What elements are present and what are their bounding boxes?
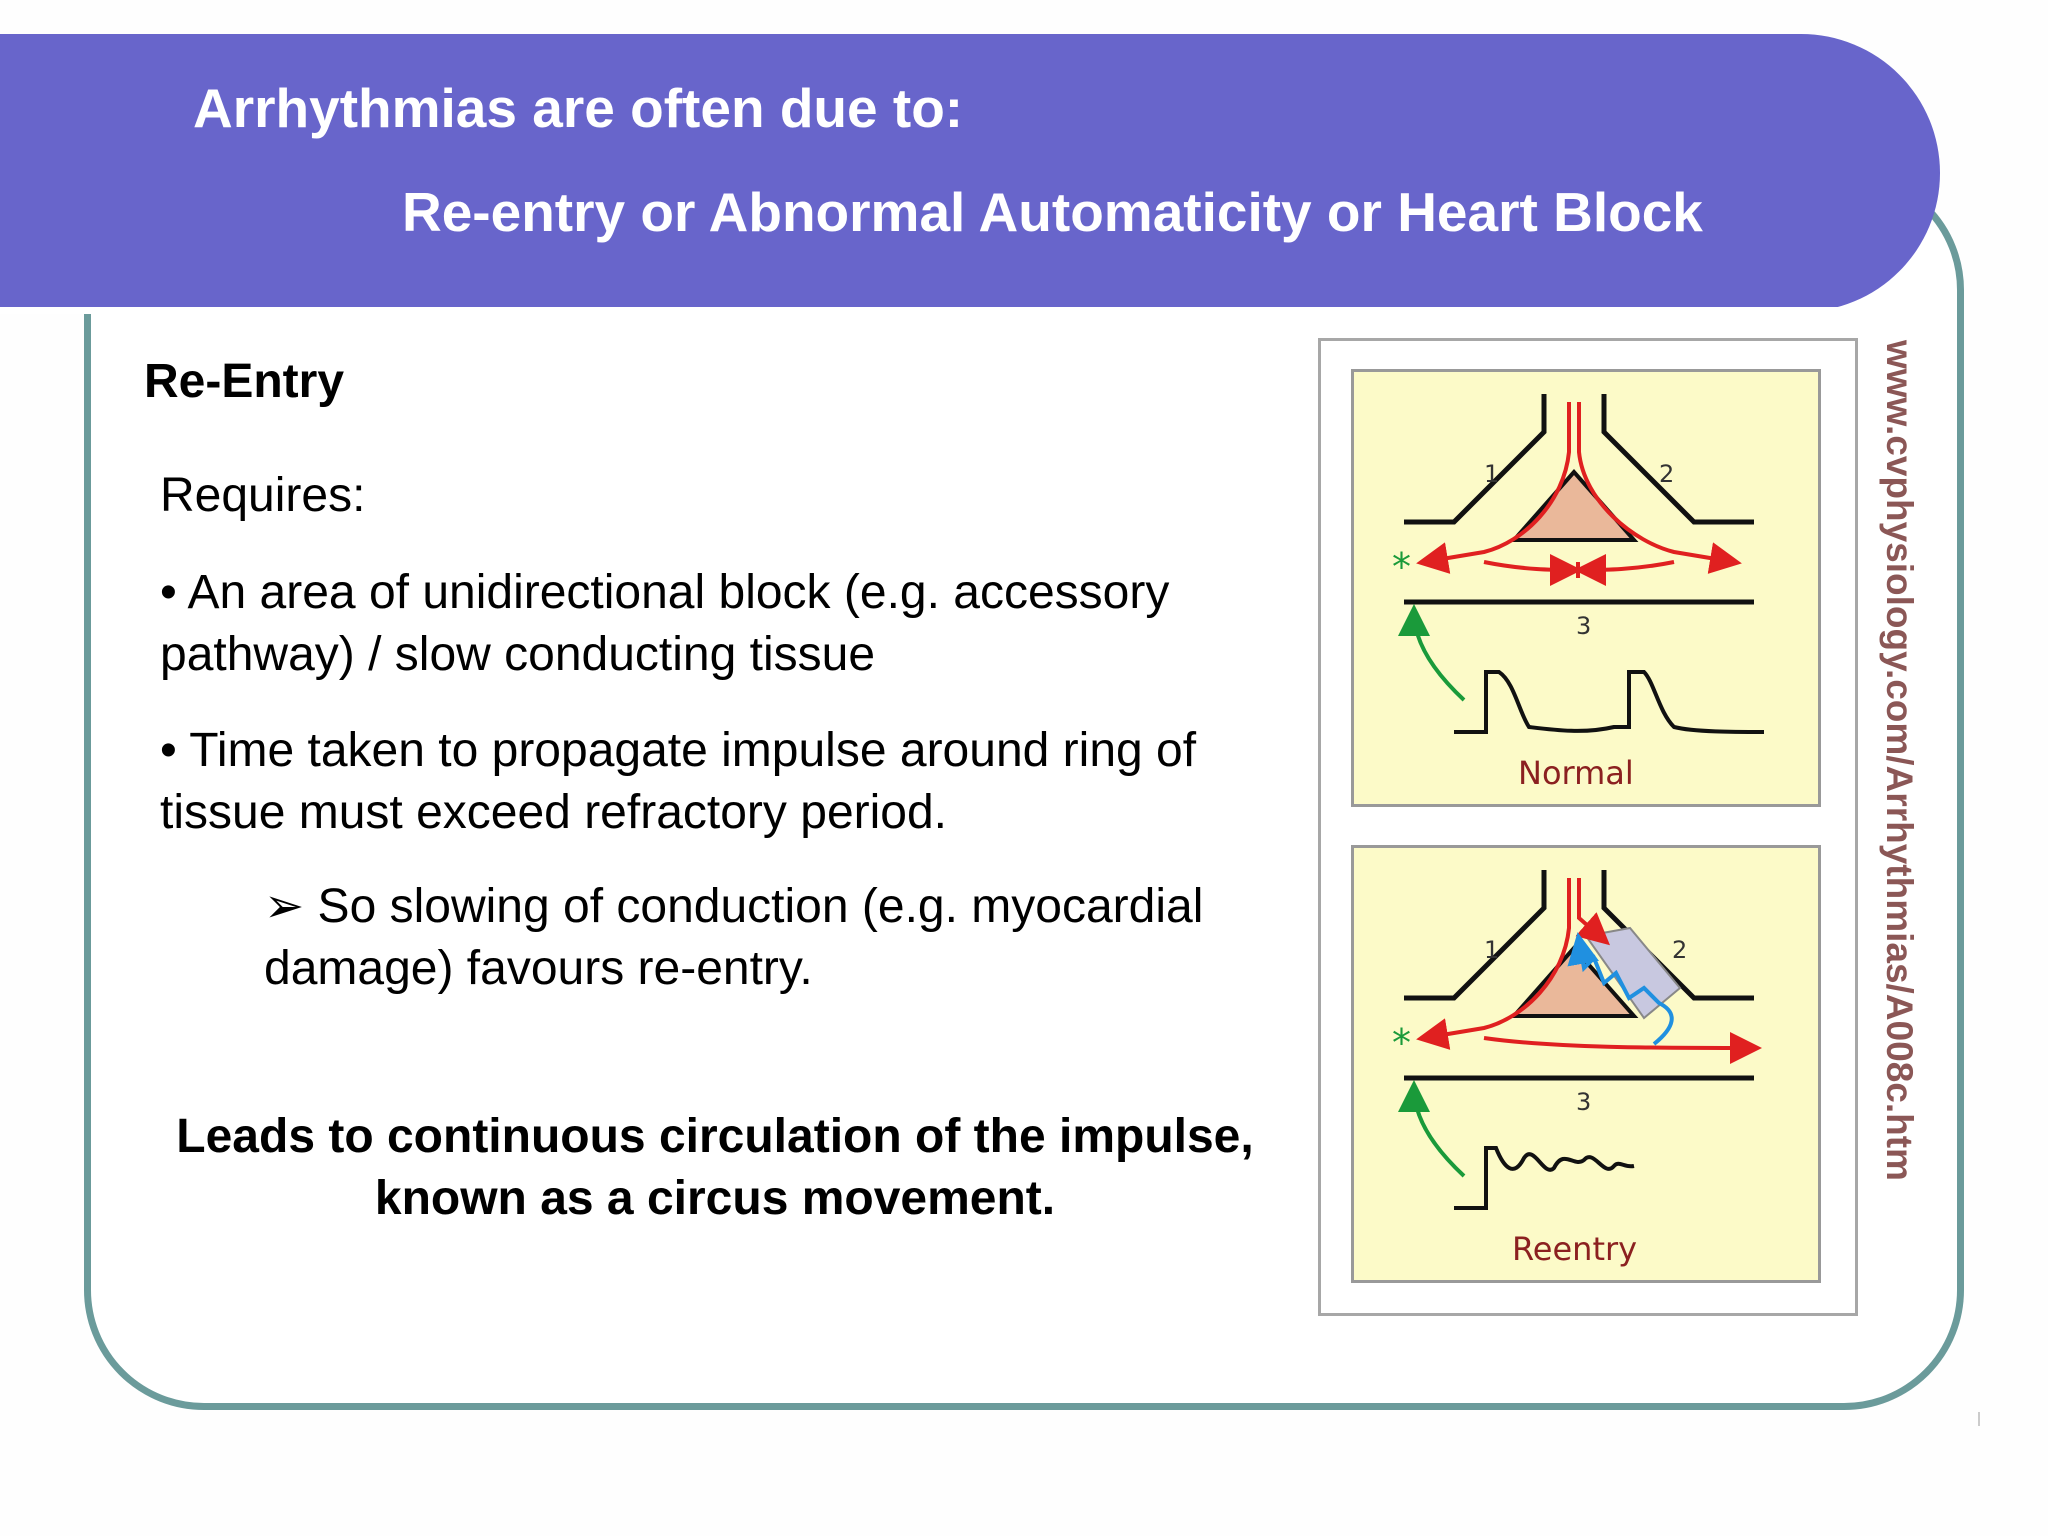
branch-label-1: 1 [1484, 936, 1500, 964]
slide-marker [1978, 1412, 1980, 1426]
bullet-refractory-period: • Time taken to propagate impulse around ring of tissue must exceed refractory period. [160, 724, 1197, 839]
stimulus-asterisk: * [1392, 545, 1411, 589]
source-url-text: www.cvphysiology.com/Arrhythmias/A008c.htm [1879, 340, 1920, 1181]
branch-label-2: 2 [1672, 936, 1688, 964]
branch-label-3: 3 [1576, 612, 1592, 640]
sub-bullet-slowing: ➢ So slowing of conduction (e.g. myocardial damage) favours re-entry. [264, 880, 1204, 995]
reentry-panel [1351, 845, 1821, 1283]
conclusion-text: Leads to continuous circulation of the impulse, known as a circus movement. [176, 1110, 1254, 1225]
stimulus-arrow [1414, 612, 1464, 700]
banner-rule [0, 307, 1838, 314]
reentry-figure [1318, 338, 1858, 1316]
title-line-1: Arrhythmias are often due to: [193, 77, 964, 139]
normal-diagram [1354, 372, 1818, 804]
requires-label: Requires: [160, 469, 366, 522]
source-url [1879, 340, 1928, 1260]
branch-label-2: 2 [1659, 460, 1675, 488]
tissue-triangle [1514, 472, 1634, 540]
action-potential-trace [1454, 1148, 1634, 1208]
branch-label-3: 3 [1576, 1088, 1592, 1116]
title-line-2: Re-entry or Abnormal Automaticity or Heart Block [402, 181, 1703, 243]
reentry-diagram [1354, 848, 1818, 1280]
normal-panel [1351, 369, 1821, 807]
branch-label-1: 1 [1484, 460, 1500, 488]
reentry-label: Reentry [1512, 1230, 1638, 1268]
normal-label: Normal [1518, 754, 1634, 792]
stimulus-arrow [1414, 1088, 1464, 1176]
section-heading: Re-Entry [144, 355, 345, 408]
stimulus-asterisk: * [1392, 1021, 1411, 1065]
action-potential-trace [1454, 672, 1764, 732]
bullet-unidirectional-block: • An area of unidirectional block (e.g. accessory pathway) / slow conducting tissue [160, 566, 1170, 681]
